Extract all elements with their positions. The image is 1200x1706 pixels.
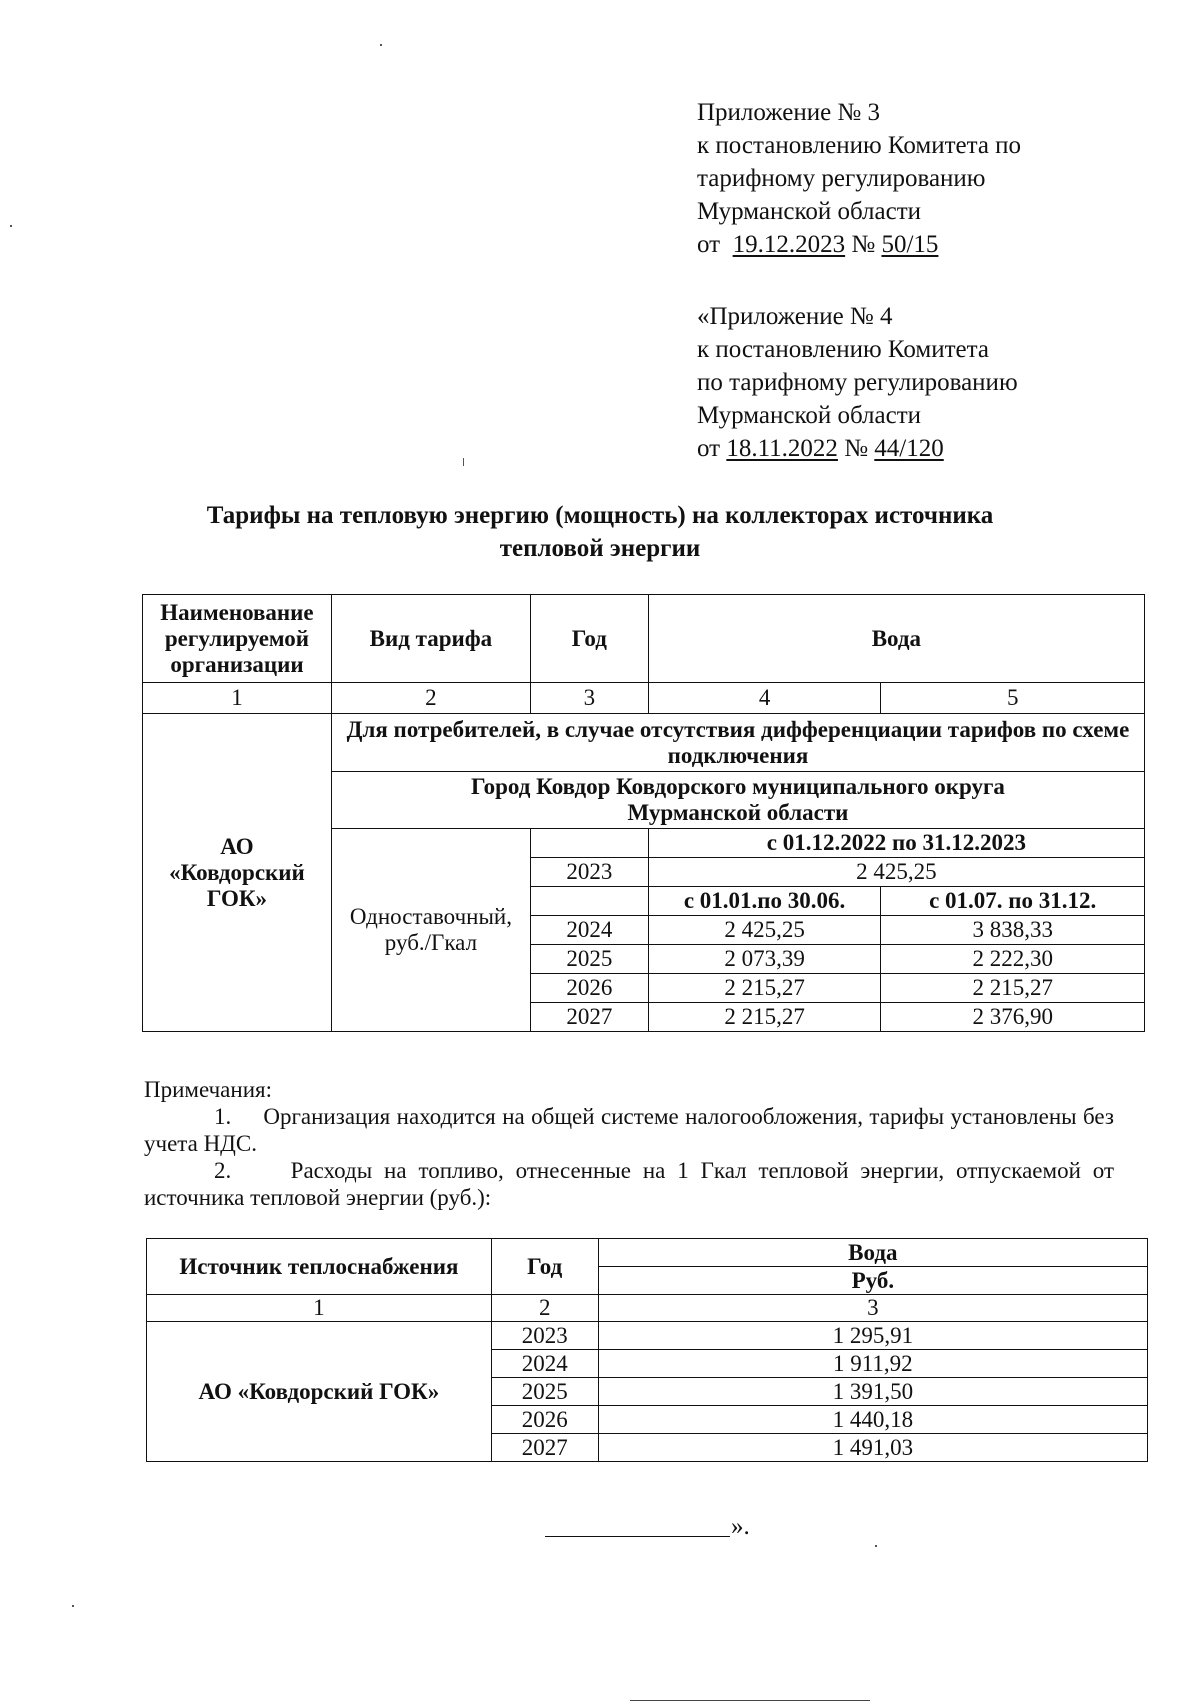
document-title-line-2: тепловой энергии <box>499 535 701 562</box>
appendix-3-num-prefix: № <box>851 231 876 258</box>
row-year: 2024 <box>530 916 648 945</box>
row-h2-value: 2 215,27 <box>881 974 1145 1003</box>
appendix-3-line-1: Приложение № 3 <box>697 99 881 126</box>
row-year: 2024 <box>491 1350 598 1378</box>
notes-heading: Примечания: <box>144 1077 272 1102</box>
scan-edge-line <box>630 1700 870 1701</box>
period-halves-year-blank <box>530 887 648 916</box>
row-h1-value: 2 425,25 <box>648 916 881 945</box>
appendix-3-line-2: к постановлению Комитета по <box>697 132 1022 159</box>
row-year: 2025 <box>491 1378 598 1406</box>
row-h1-value: 2 073,39 <box>648 945 881 974</box>
scan-speck <box>380 44 382 46</box>
row-h2-value: 3 838,33 <box>881 916 1145 945</box>
tariff-table <box>142 594 1145 1032</box>
col-number-4: 4 <box>648 683 881 714</box>
row-value: 1 440,18 <box>598 1406 1147 1434</box>
row-year: 2025 <box>530 945 648 974</box>
col-number-2: 2 <box>491 1295 598 1322</box>
header-year: Год <box>530 595 648 683</box>
row-2023-value: 2 425,25 <box>648 858 1144 887</box>
row-year: 2026 <box>491 1406 598 1434</box>
row-value: 1 491,03 <box>598 1434 1147 1462</box>
row-value: 1 295,91 <box>598 1322 1147 1350</box>
tariff-name-cell: Одноставочный, руб./Гкал <box>331 829 530 1032</box>
period-2023-label: с 01.12.2022 по 31.12.2023 <box>648 829 1144 858</box>
col-number-3: 3 <box>530 683 648 714</box>
scan-speck <box>10 225 12 227</box>
appendix-4-date-line <box>697 432 1018 465</box>
appendix-3-date-prefix: от <box>697 231 721 258</box>
appendix-4-line-4: Мурманской области <box>697 402 922 429</box>
appendix-3-date: 19.12.2023 <box>732 231 846 258</box>
scan-speck <box>72 1605 74 1607</box>
header-year: Год <box>491 1239 598 1295</box>
row-year: 2023 <box>491 1322 598 1350</box>
appendix-4-header <box>697 300 1018 465</box>
row-value: 1 911,92 <box>598 1350 1147 1378</box>
appendix-3-date-line <box>697 228 1021 261</box>
note-2-text: Расходы на топливо, отнесенные на 1 Гкал тепловой энергии, отпускаемой от источника тепловой энергии (руб.): <box>144 1158 1115 1210</box>
fuel-cost-table <box>146 1238 1148 1462</box>
appendix-4-line-3: по тарифному регулированию <box>697 369 1018 396</box>
row-h1-value: 2 215,27 <box>648 974 881 1003</box>
row-h2-value: 2 222,30 <box>881 945 1145 974</box>
appendix-3-number: 50/15 <box>881 231 939 258</box>
document-title-line-1: Тарифы на тепловую энергию (мощность) на коллекторах источника <box>206 502 994 529</box>
closing-underline <box>545 1536 730 1537</box>
row-year: 2027 <box>530 1003 648 1032</box>
period-h1-label: с 01.01.по 30.06. <box>648 887 881 916</box>
period-h2-label: с 01.07. по 31.12. <box>881 887 1145 916</box>
scan-speck <box>463 458 464 466</box>
period-2023-year-blank <box>530 829 648 858</box>
appendix-3-line-4: Мурманской области <box>697 198 922 225</box>
note-2-number: 2. <box>214 1158 232 1183</box>
row-2023-year: 2023 <box>530 858 648 887</box>
section-consumers: Для потребителей, в случае отсутствия дифференциации тарифов по схеме подключения <box>331 714 1144 772</box>
appendix-4-line-2: к постановлению Комитета <box>697 336 989 363</box>
closing-quote: ». <box>731 1513 750 1540</box>
header-unit: Руб. <box>598 1267 1147 1295</box>
row-value: 1 391,50 <box>598 1378 1147 1406</box>
note-1 <box>144 1103 1114 1157</box>
header-source: Источник теплоснабжения <box>147 1239 492 1295</box>
section-city: Город Ковдор Ковдорского муниципального округа Мурманской области <box>331 772 1144 829</box>
col-number-3: 3 <box>598 1295 1147 1322</box>
document-title <box>0 499 1200 565</box>
appendix-3-header <box>697 96 1021 261</box>
row-h2-value: 2 376,90 <box>881 1003 1145 1032</box>
source-name-cell: АО «Ковдорский ГОК» <box>147 1322 492 1462</box>
appendix-4-date-prefix: от <box>697 435 721 462</box>
note-1-number: 1. <box>214 1104 232 1129</box>
row-year: 2026 <box>530 974 648 1003</box>
col-number-5: 5 <box>881 683 1145 714</box>
col-number-1: 1 <box>147 1295 492 1322</box>
col-number-1: 1 <box>143 683 332 714</box>
row-h1-value: 2 215,27 <box>648 1003 881 1032</box>
scan-speck <box>875 1545 877 1547</box>
header-tariff-type: Вид тарифа <box>331 595 530 683</box>
org-name-cell: АО «Ковдорский ГОК» <box>143 714 332 1032</box>
note-2 <box>144 1157 1114 1211</box>
row-year: 2027 <box>491 1434 598 1462</box>
header-org: Наименование регулируемой организации <box>143 595 332 683</box>
col-number-2: 2 <box>331 683 530 714</box>
header-water: Вода <box>598 1239 1147 1267</box>
appendix-3-line-3: тарифному регулированию <box>697 165 986 192</box>
appendix-4-num-prefix: № <box>844 435 869 462</box>
note-1-text: Организация находится на общей системе налогообложения, тарифы установлены без учета НДС. <box>144 1104 1114 1156</box>
appendix-4-number: 44/120 <box>874 435 944 462</box>
appendix-4-date: 18.11.2022 <box>726 435 838 462</box>
header-water: Вода <box>648 595 1144 683</box>
appendix-4-line-1: «Приложение № 4 <box>697 303 893 330</box>
